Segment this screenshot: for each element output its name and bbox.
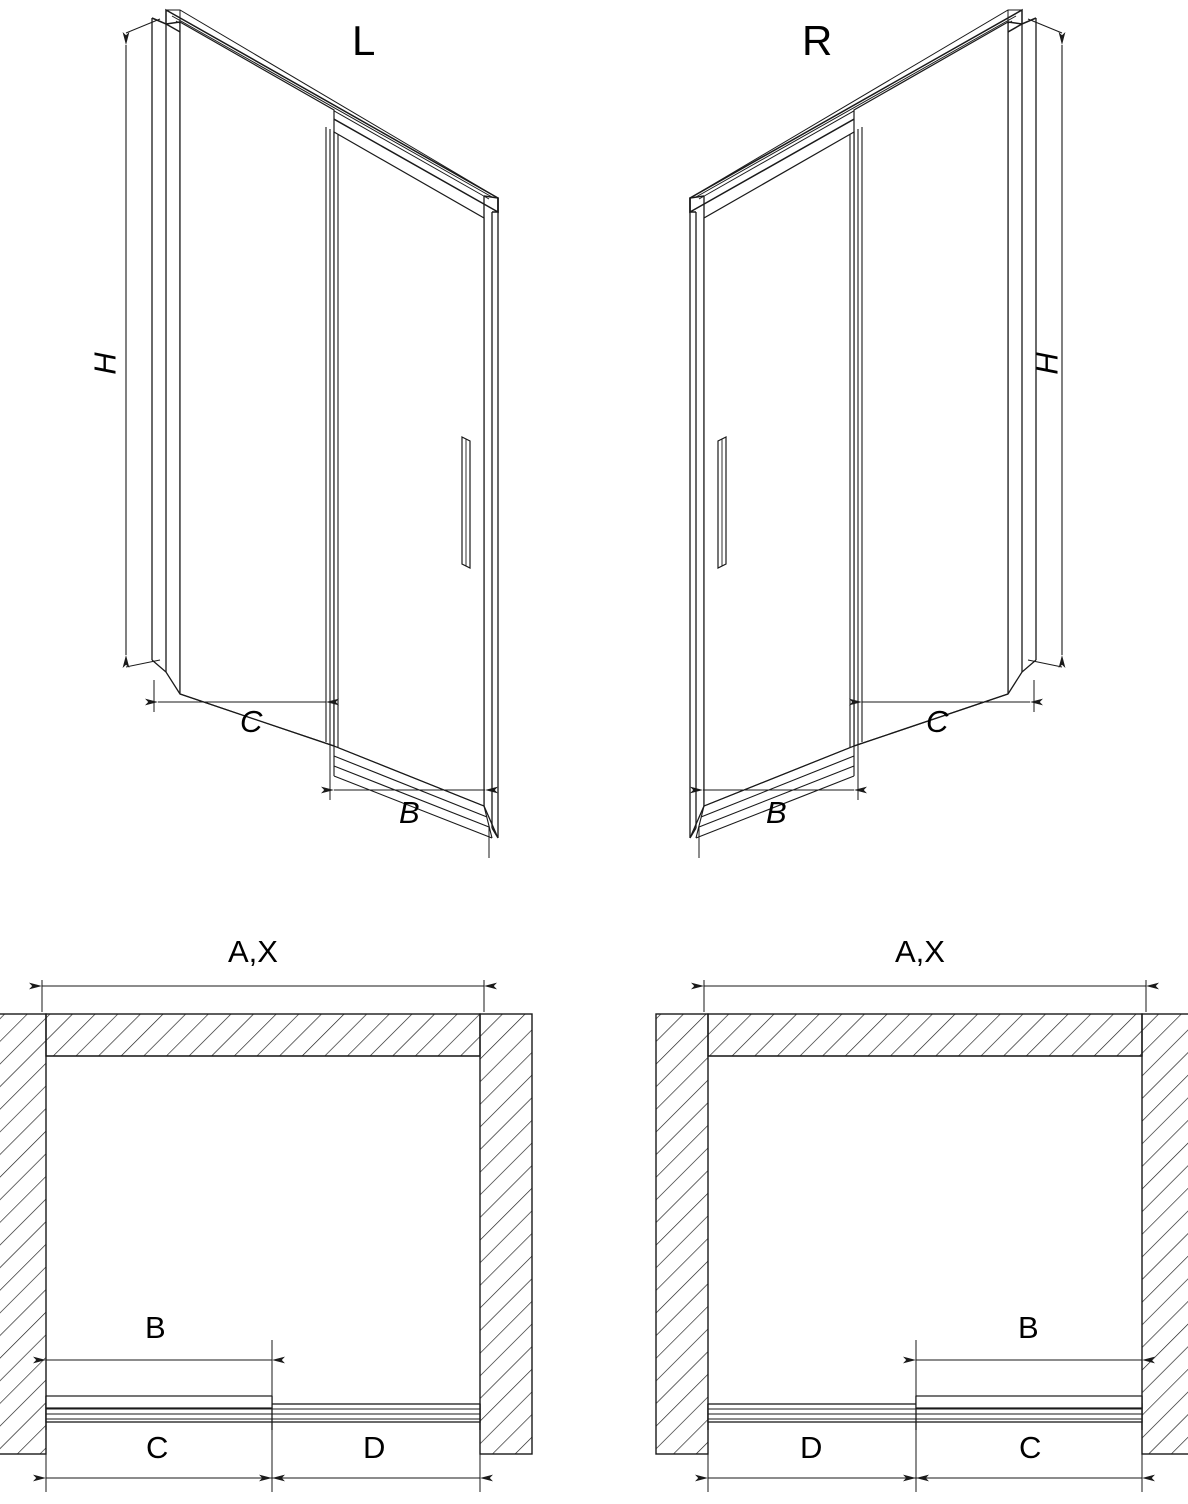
iso-left-label-H: H [87,352,123,375]
plan-right-label-AX: A,X [895,934,945,969]
iso-right-label-C: C [926,704,949,739]
plan-left-label-C: C [146,1430,169,1465]
plan-right-label-B: B [1018,1310,1039,1345]
iso-right-label-H: H [1029,352,1065,375]
variant-label-right: R [802,17,833,64]
plan-right-dim-B [916,1340,1142,1400]
iso-left-geometry [152,10,498,838]
plan-right-dim-AX [704,980,1146,1012]
iso-right-label-B: B [766,795,787,830]
iso-left-dim-H [126,19,160,667]
plan-left-label-AX: A,X [228,934,278,969]
plan-right-label-D: D [800,1430,823,1465]
iso-left-label-C: C [240,704,263,739]
iso-right-dim-H [1028,19,1065,667]
variant-label-left: L [352,17,376,64]
plan-left-label-B: B [145,1310,166,1345]
plan-right-geometry [656,1014,1188,1454]
plan-left-geometry [0,1014,532,1454]
plan-left-dim-B [46,1340,272,1400]
iso-right-geometry [690,10,1036,838]
iso-left-label-B: B [399,795,420,830]
plan-right-label-C: C [1019,1430,1042,1465]
plan-left-dim-AX [42,980,484,1012]
plan-left-label-D: D [363,1430,386,1465]
